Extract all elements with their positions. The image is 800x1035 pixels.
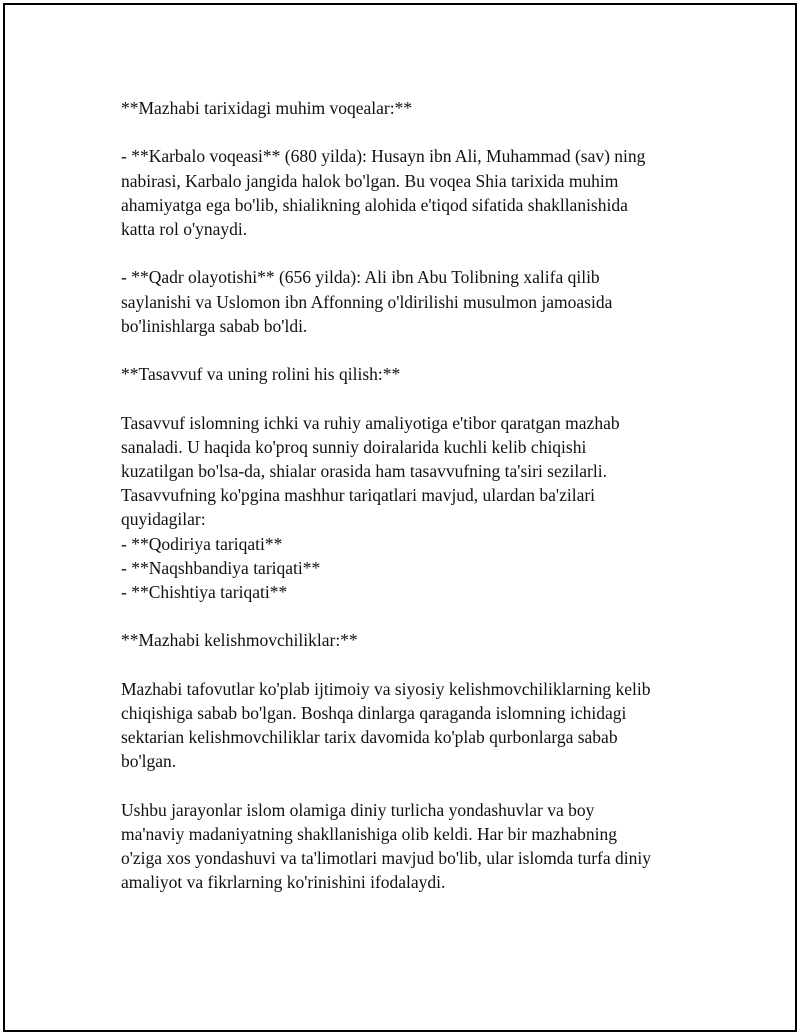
text-line: - **Qadr olayotishi** (656 yilda): Ali ibn Abu Tolibning xalifa qilib <box>121 267 600 288</box>
text-line: katta rol o'ynaydi. <box>121 219 248 239</box>
text-line: nabirasi, Karbalo jangida halok bo'lgan. Bu voqea Shia tarixida muhim <box>121 170 619 191</box>
text-line: Mazhabi tafovutlar ko'plab ijtimoiy va siyosiy kelishmovchiliklarning kelib <box>121 678 651 699</box>
text-line: Ushbu jarayonlar islom olamiga diniy turlicha yondashuvlar va boy <box>121 799 595 820</box>
text-line: bo'linishlarga sabab bo'ldi. <box>121 315 308 336</box>
text-line: **Mazhabi tarixidagi muhim voqealar:** <box>121 98 413 118</box>
text-line: saylanishi va Uslomon ibn Affonning o'ldirilishi musulmon jamoasida <box>121 291 613 312</box>
text-line: **Tasavvuf va uning rolini his qilish:** <box>121 364 401 385</box>
text-line: sanaladi. U haqida ko'proq sunniy doiralarida kuchli kelib chiqishi <box>121 436 587 457</box>
paragraph-tasavvuf <box>121 411 701 605</box>
text-line: ma'naviy madaniyatning shakllanishiga olib keldi. Har bir mazhabning <box>121 823 617 844</box>
text-line: - **Karbalo voqeasi** (680 yilda): Husayn ibn Ali, Muhammad (sav) ning <box>121 146 646 167</box>
text-line: **Mazhabi kelishmovchiliklar:** <box>121 630 358 651</box>
text-line: amaliyot va fikrlarning ko'rinishini ifodalaydi. <box>121 872 446 893</box>
text-line: ahamiyatga ega bo'lib, shialikning alohida e'tiqod sifatida shakllanishida <box>121 194 628 215</box>
text-line: chiqishiga sabab bo'lgan. Boshqa dinlarga qaraganda islomning ichidagi <box>121 702 627 723</box>
text-line: - **Qodiriya tariqati** <box>121 533 283 554</box>
text-line: - **Chishtiya tariqati** <box>121 582 288 602</box>
document-body <box>121 96 701 919</box>
paragraph-heading-events <box>121 96 701 120</box>
text-line: Tasavvufning ko'pgina mashhur tariqatlari mavjud, ulardan ba'zilari <box>121 485 596 506</box>
text-line: Tasavvuf islomning ichki va ruhiy amaliyotiga e'tibor qaratgan mazhab <box>121 412 620 433</box>
text-line: sektarian kelishmovchiliklar tarix davomida ko'plab qurbonlarga sabab <box>121 727 618 748</box>
paragraph-qadr <box>121 265 701 338</box>
paragraph-heading-tasavvuf <box>121 362 701 386</box>
paragraph-conclusion <box>121 798 701 895</box>
text-line: bo'lgan. <box>121 751 177 772</box>
paragraph-heading-conflicts <box>121 628 701 652</box>
text-line: kuzatilgan bo'lsa-da, shialar orasida ham tasavvufning ta'siri sezilarli. <box>121 460 607 481</box>
paragraph-karbalo <box>121 144 701 241</box>
paragraph-conflicts <box>121 677 701 774</box>
text-line: o'ziga xos yondashuvi va ta'limotlari mavjud bo'lib, ular islomda turfa diniy <box>121 848 651 869</box>
text-line: - **Naqshbandiya tariqati** <box>121 557 321 578</box>
page-border <box>3 3 797 1032</box>
text-line: quyidagilar: <box>121 509 206 530</box>
